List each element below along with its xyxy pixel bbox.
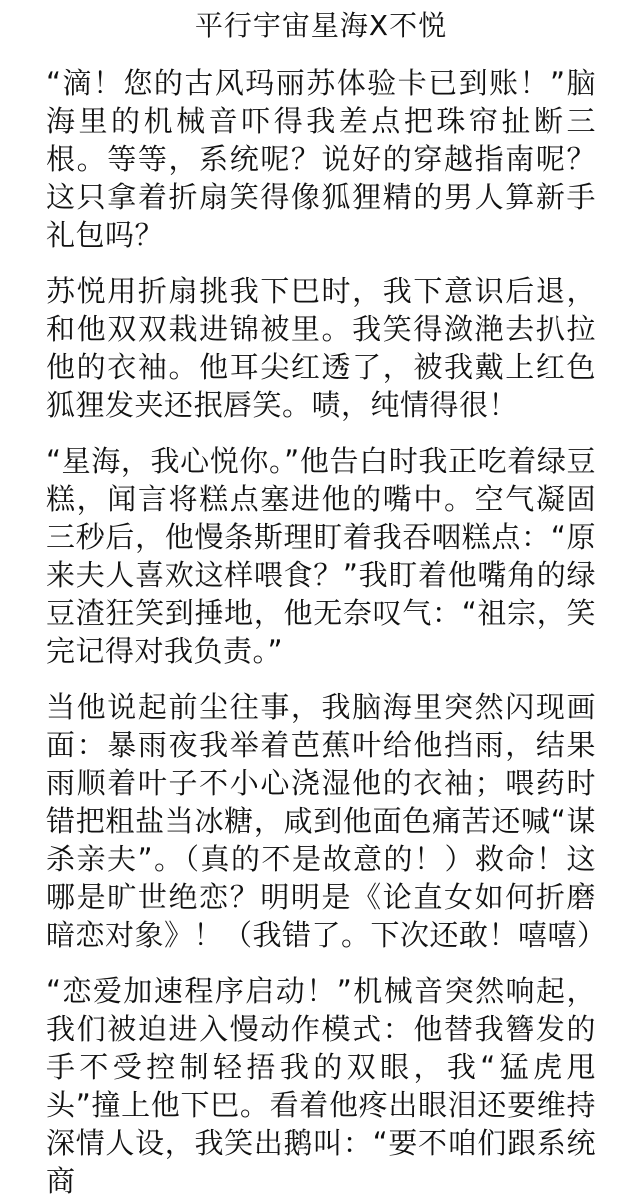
document-title: 平行宇宙星海X不悦 (194, 9, 448, 42)
paragraph-2: 苏悦用折扇挑我下巴时，我下意识后退，和他双双栽进锦被里。我笑得潋滟去扒拉他的衣袖。他耳尖红透了，被我戴上红色狐狸发夹还抿唇笑。啧，纯情得很！ (46, 274, 596, 422)
paragraph-4: 当他说起前尘往事，我脑海里突然闪现画面：暴雨夜我举着芭蕉叶给他挡雨，结果雨顺着叶子不小心浇湿他的衣袖；喂药时错把粗盐当冰糖，咸到他面色痛苦还喊“谋杀亲夫”。（真的不是故意的！）救命！这哪是旷世绝恋？明明是《论直女如何折磨暗恋对象》！（我错了。下次还敢！嘻嘻） (46, 690, 607, 952)
document-body (46, 64, 607, 1200)
paragraph-1: “滴！您的古风玛丽苏体验卡已到账！”脑海里的机械音吓得我差点把珠帘扯断三根。等等，系统呢？说好的穿越指南呢？这只拿着折扇笑得像狐狸精的男人算新手礼包吗？ (46, 66, 596, 252)
paragraph-3: “星海，我心悦你。”他告白时我正吃着绿豆糕，闻言将糕点塞进他的嘴中。空气凝固三秒后，他慢条斯理盯着我吞咽糕点：“原来夫人喜欢这样喂食？”我盯着他嘴角的绿豆渣狂笑到捶地，他无奈叹气：“祖宗，笑完记得对我负责。” (46, 444, 596, 668)
paragraph-5: “恋爱加速程序启动！”机械音突然响起，我们被迫进入慢动作模式：他替我簪发的手不受控制轻捂我的双眼，我“猛虎甩头”撞上他下巴。看着他疼出眼泪还要维持深情人设，我笑出鹅叫：“要不咱们跟系统商 (46, 974, 596, 1198)
